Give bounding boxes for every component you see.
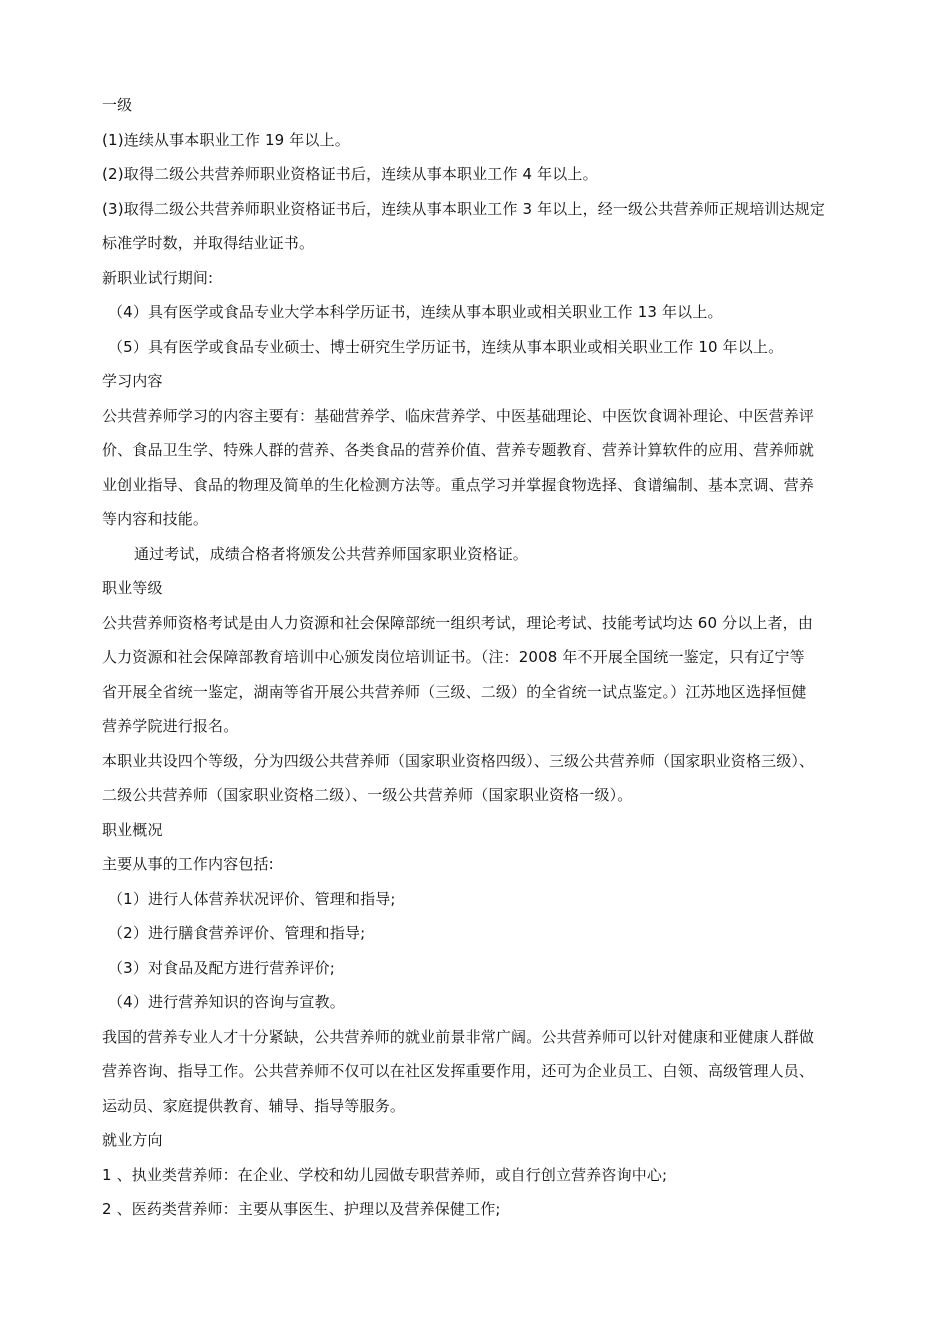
text-line: 2 、医药类营养师：主要从事医生、护理以及营养保健工作; xyxy=(102,1200,501,1218)
text-line: 省开展全省统一鉴定，湖南等省开展公共营养师（三级、二级）的全省统一试点鉴定。）江苏地区选择恒健 xyxy=(102,682,807,701)
text-line: 主要从事的工作内容包括: xyxy=(102,855,274,873)
document-page xyxy=(102,88,862,1227)
text-line: 标准学时数，并取得结业证书。 xyxy=(102,234,315,252)
text-line: (2)取得二级公共营养师职业资格证书后，连续从事本职业工作 4 年以上。 xyxy=(102,165,598,183)
text-line: （3）对食品及配方进行营养评价; xyxy=(108,958,335,977)
text-line: 等内容和技能。 xyxy=(102,510,209,528)
text-line: 运动员、家庭提供教育、辅导、指导等服务。 xyxy=(102,1096,406,1115)
text-line: 新职业试行期间: xyxy=(102,268,214,287)
text-line: (1)连续从事本职业工作 19 年以上。 xyxy=(102,130,350,149)
text-line: （2）进行膳食营养评价、管理和指导; xyxy=(108,924,366,942)
text-line: 就业方向 xyxy=(102,1131,163,1149)
text-line: 二级公共营养师（国家职业资格二级）、一级公共营养师（国家职业资格一级）。 xyxy=(102,786,633,804)
text-line: 本职业共设四个等级，分为四级公共营养师（国家职业资格四级）、三级公共营养师（国家职业资格三级）、 xyxy=(102,751,815,770)
text-line: (3)取得二级公共营养师职业资格证书后，连续从事本职业工作 3 年以上，经一级公共营养师正规培训达规定 xyxy=(102,199,825,218)
text-line: 职业等级 xyxy=(102,579,163,597)
text-line: （5）具有医学或食品专业硕士、博士研究生学历证书，连续从事本职业或相关职业工作 10 年以上。 xyxy=(108,337,784,356)
text-line: 通过考试，成绩合格者将颁发公共营养师国家职业资格证。 xyxy=(134,544,528,563)
text-line: 职业概况 xyxy=(102,820,163,839)
text-line: 1 、执业类营养师：在企业、学校和幼儿园做专职营养师，或自行创立营养咨询中心; xyxy=(102,1165,668,1184)
text-line: 公共营养师学习的内容主要有：基础营养学、临床营养学、中医基础理论、中医饮食调补理论、中医营养评 xyxy=(102,406,815,425)
text-line: 公共营养师资格考试是由人力资源和社会保障部统一组织考试，理论考试、技能考试均达 60 分以上者，由 xyxy=(102,613,813,632)
text-line: 我国的营养专业人才十分紧缺，公共营养师的就业前景非常广阔。公共营养师可以针对健康和亚健康人群做 xyxy=(102,1027,815,1046)
text-line: （4）进行营养知识的咨询与宣教。 xyxy=(108,993,345,1011)
text-line: （4）具有医学或食品专业大学本科学历证书，连续从事本职业或相关职业工作 13 年以上。 xyxy=(108,303,723,321)
text-line: 人力资源和社会保障部教育培训中心颁发岗位培训证书。（注：2008 年不开展全国统一鉴定，只有辽宁等 xyxy=(102,648,805,666)
text-line: （1）进行人体营养状况评价、管理和指导; xyxy=(108,889,396,908)
text-line: 营养学院进行报名。 xyxy=(102,717,239,735)
text-line: 价、食品卫生学、特殊人群的营养、各类食品的营养价值、营养专题教育、营养计算软件的应用、营养师就 xyxy=(102,441,815,459)
text-line: 业创业指导、食品的物理及简单的生化检测方法等。重点学习并掌握食物选择、食谱编制、基本烹调、营养 xyxy=(102,475,815,494)
text-line: 学习内容 xyxy=(102,372,163,390)
text-line: 一级 xyxy=(102,96,133,114)
text-line: 营养咨询、指导工作。公共营养师不仅可以在社区发挥重要作用，还可为企业员工、白领、高级管理人员、 xyxy=(102,1062,815,1080)
